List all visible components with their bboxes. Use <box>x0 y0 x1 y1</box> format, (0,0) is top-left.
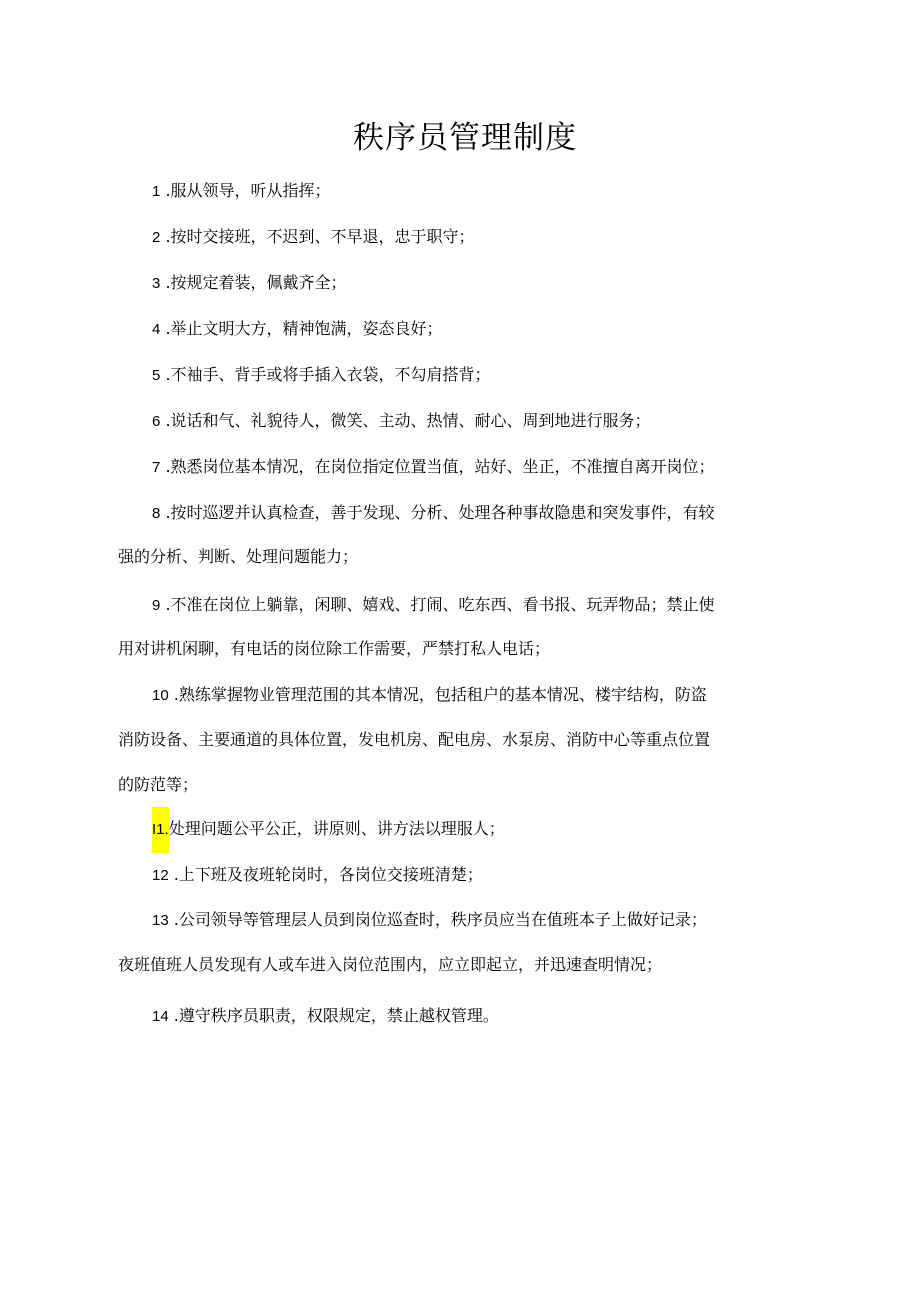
rule-2 <box>118 214 818 261</box>
rule-number: 2 <box>152 229 161 246</box>
rule-number: 4 <box>152 321 161 338</box>
rule-number: 6 <box>152 413 161 430</box>
rule-number: 10 <box>152 687 169 704</box>
rule-text: .说话和气、礼貌待人，微笑、主动、热情、耐心、周到地进行服务； <box>165 411 651 430</box>
rule-5 <box>118 352 818 399</box>
rule-3 <box>118 260 818 307</box>
rule-text: .遵守秩序员职责，权限规定，禁止越权管理。 <box>173 1006 499 1025</box>
rule-text: 用对讲机闲聊，有电话的岗位除工作需要，严禁打私人电话； <box>118 639 551 658</box>
rule-number: 12 <box>152 867 169 884</box>
rule-text: .熟练掌握物业管理范围的其本情况，包括租户的基本情况、楼宇结构，防盗 <box>173 685 707 704</box>
rule-9-continuation <box>118 626 818 672</box>
rule-13-continuation <box>118 942 818 988</box>
rule-number: 3 <box>152 275 161 292</box>
rule-number: 7 <box>152 459 161 476</box>
rule-8 <box>118 490 818 537</box>
rule-13 <box>118 897 818 944</box>
rule-number: 14 <box>152 1008 169 1025</box>
rule-text: 夜班值班人员发现有人或车进入岗位范围内，应立即起立，并迅速查明情况； <box>118 955 663 974</box>
rule-text: 消防设备、主要通道的具体位置，发电机房、配电房、水泵房、消防中心等重点位置 <box>118 730 711 749</box>
rule-11 <box>152 806 852 853</box>
rule-6 <box>118 398 818 445</box>
rule-text: .不袖手、背手或将手插入衣袋，不勾肩搭背； <box>165 365 491 384</box>
rule-12 <box>118 852 818 899</box>
rule-text: .按时巡逻并认真检查，善于发现、分析、处理各种事故隐患和突发事件，有较 <box>165 503 715 522</box>
rule-number: 8 <box>152 505 161 522</box>
rule-4 <box>118 306 818 353</box>
rule-9 <box>118 582 818 629</box>
rule-number: 1 <box>152 183 161 200</box>
rule-text: .按规定着装，佩戴齐全； <box>165 273 347 292</box>
rule-text: .公司领导等管理层人员到岗位巡查时，秩序员应当在值班本子上做好记录； <box>173 910 707 929</box>
document-title: 秩序员管理制度 <box>353 120 577 156</box>
rule-text: .按时交接班，不迟到、不早退，忠于职守； <box>165 227 475 246</box>
rule-number: 13 <box>152 912 169 929</box>
rule-10 <box>118 672 818 719</box>
rule-10-continuation-2 <box>118 762 818 808</box>
rule-number: 9 <box>152 597 161 614</box>
rule-1 <box>118 168 818 215</box>
rule-text: .上下班及夜班轮岗时，各岗位交接班清楚； <box>173 865 483 884</box>
rule-text: 强的分析、判断、处理问题能力； <box>118 547 359 566</box>
rule-text: .举止文明大方，精神饱满，姿态良好； <box>165 319 443 338</box>
rule-text: 的防范等； <box>118 775 199 794</box>
rule-number: 5 <box>152 367 161 384</box>
rule-number-highlighted: I1. <box>152 807 169 853</box>
rule-10-continuation-1 <box>118 717 818 763</box>
rule-8-continuation <box>118 534 818 580</box>
rule-text: .服从领导，听从指挥； <box>165 181 331 200</box>
rule-14 <box>118 993 818 1040</box>
rule-text: 处理问题公平公正，讲原则、讲方法以理服人； <box>168 819 505 838</box>
rule-7 <box>118 444 818 491</box>
rule-text: .不准在岗位上躺靠，闲聊、嬉戏、打闹、吃东西、看书报、玩弄物品；禁止使 <box>165 595 715 614</box>
rule-text: .熟悉岗位基本情况，在岗位指定位置当值，站好、坐正，不准擅自离开岗位； <box>165 457 715 476</box>
